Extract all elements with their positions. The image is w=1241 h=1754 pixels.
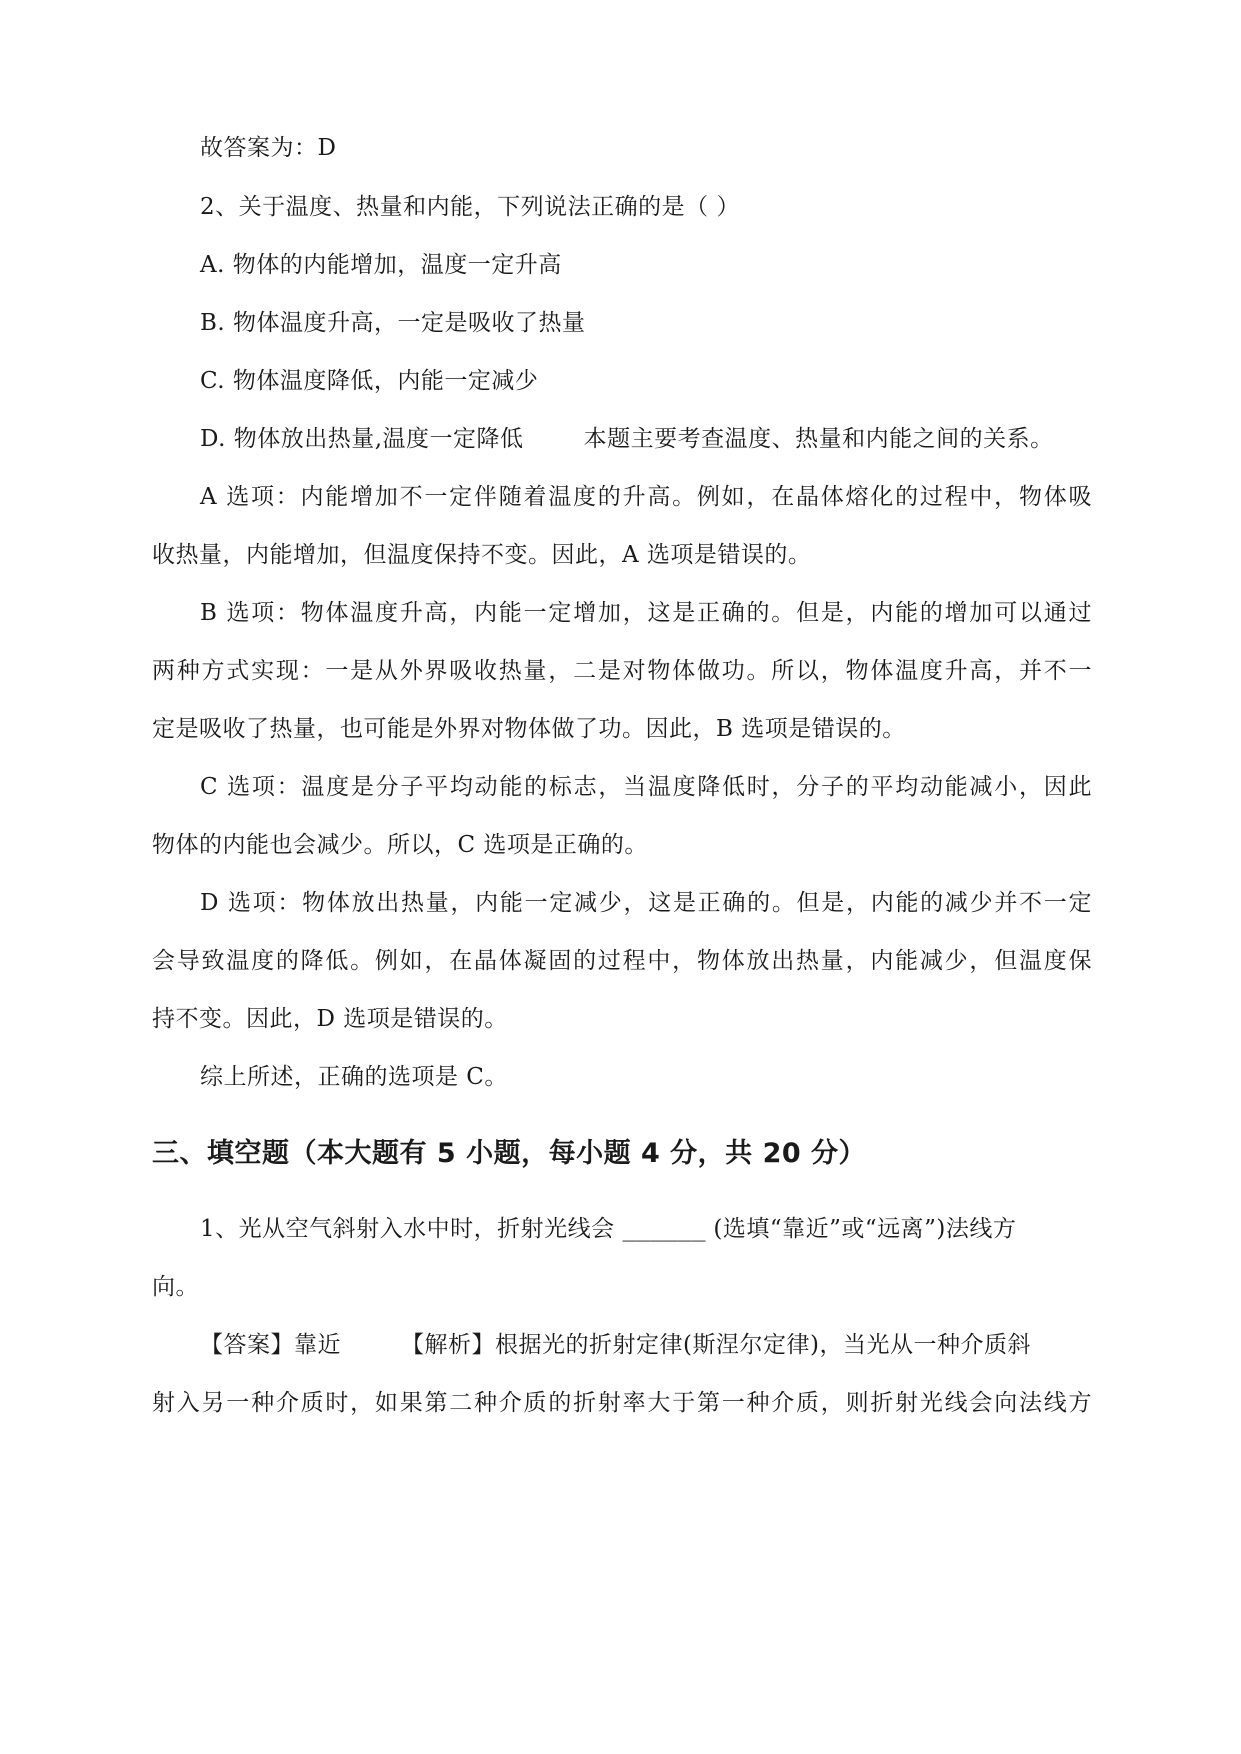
analysis-intro: 本题主要考查温度、热量和内能之间的关系。 bbox=[583, 426, 1054, 452]
fill-blank: ______ bbox=[622, 1216, 706, 1242]
question-fill-1-line-2: 向。 bbox=[152, 1274, 199, 1300]
question-fill-1-line-1 bbox=[200, 1214, 1092, 1244]
explanation-start: 【解析】根据光的折射定律(斯涅尔定律)，当光从一种介质斜 bbox=[401, 1332, 1031, 1358]
option-d-line bbox=[200, 424, 1092, 454]
question-fill-1-stem: 1、光从空气斜射入水中时，折射光线会 bbox=[200, 1216, 615, 1242]
analysis-c-line-2: 物体的内能也会减少。所以，C 选项是正确的。 bbox=[152, 832, 648, 858]
section-heading: 三、填空题（本大题有 5 小题，每小题 4 分，共 20 分） bbox=[152, 1138, 867, 1169]
analysis-b-line-2: 两种方式实现：一是从外界吸收热量，二是对物体做功。所以，物体温度升高，并不一 bbox=[152, 658, 1092, 684]
analysis-d-line-2: 会导致温度的降低。例如，在晶体凝固的过程中，物体放出热量，内能减少，但温度保 bbox=[152, 948, 1092, 974]
analysis-a-line-1: A 选项：内能增加不一定伴随着温度的升高。例如，在晶体熔化的过程中，物体吸 bbox=[200, 484, 1092, 510]
conclusion: 综上所述，正确的选项是 C。 bbox=[200, 1064, 508, 1090]
option-b: B. 物体温度升高，一定是吸收了热量 bbox=[200, 310, 586, 336]
option-c: C. 物体温度降低，内能一定减少 bbox=[200, 368, 539, 394]
analysis-b-line-1: B 选项：物体温度升高，内能一定增加，这是正确的。但是，内能的增加可以通过 bbox=[200, 600, 1092, 626]
analysis-b-line-3: 定是吸收了热量，也可能是外界对物体做了功。因此，B 选项是错误的。 bbox=[152, 716, 906, 742]
answer-explanation-line-2: 射入另一种介质时，如果第二种介质的折射率大于第一种介质，则折射光线会向法线方 bbox=[152, 1390, 1092, 1416]
analysis-a-line-2: 收热量，内能增加，但温度保持不变。因此，A 选项是错误的。 bbox=[152, 542, 812, 568]
answer-explanation-line-1 bbox=[200, 1330, 1092, 1360]
option-d: D. 物体放出热量,温度一定降低 bbox=[200, 426, 524, 452]
analysis-d-line-3: 持不变。因此，D 选项是错误的。 bbox=[152, 1006, 508, 1032]
question-2-stem: 2、关于温度、热量和内能，下列说法正确的是（ ） bbox=[200, 194, 740, 220]
question-fill-1-hint: (选填“靠近”或“远离”)法线方 bbox=[713, 1216, 1017, 1242]
option-a: A. 物体的内能增加，温度一定升高 bbox=[200, 252, 562, 278]
analysis-d-line-1: D 选项：物体放出热量，内能一定减少，这是正确的。但是，内能的减少并不一定 bbox=[200, 890, 1092, 916]
answer-line-previous: 故答案为：D bbox=[200, 135, 337, 161]
answer-label: 【答案】靠近 bbox=[200, 1332, 341, 1358]
analysis-c-line-1: C 选项：温度是分子平均动能的标志，当温度降低时，分子的平均动能减小，因此 bbox=[200, 774, 1092, 800]
